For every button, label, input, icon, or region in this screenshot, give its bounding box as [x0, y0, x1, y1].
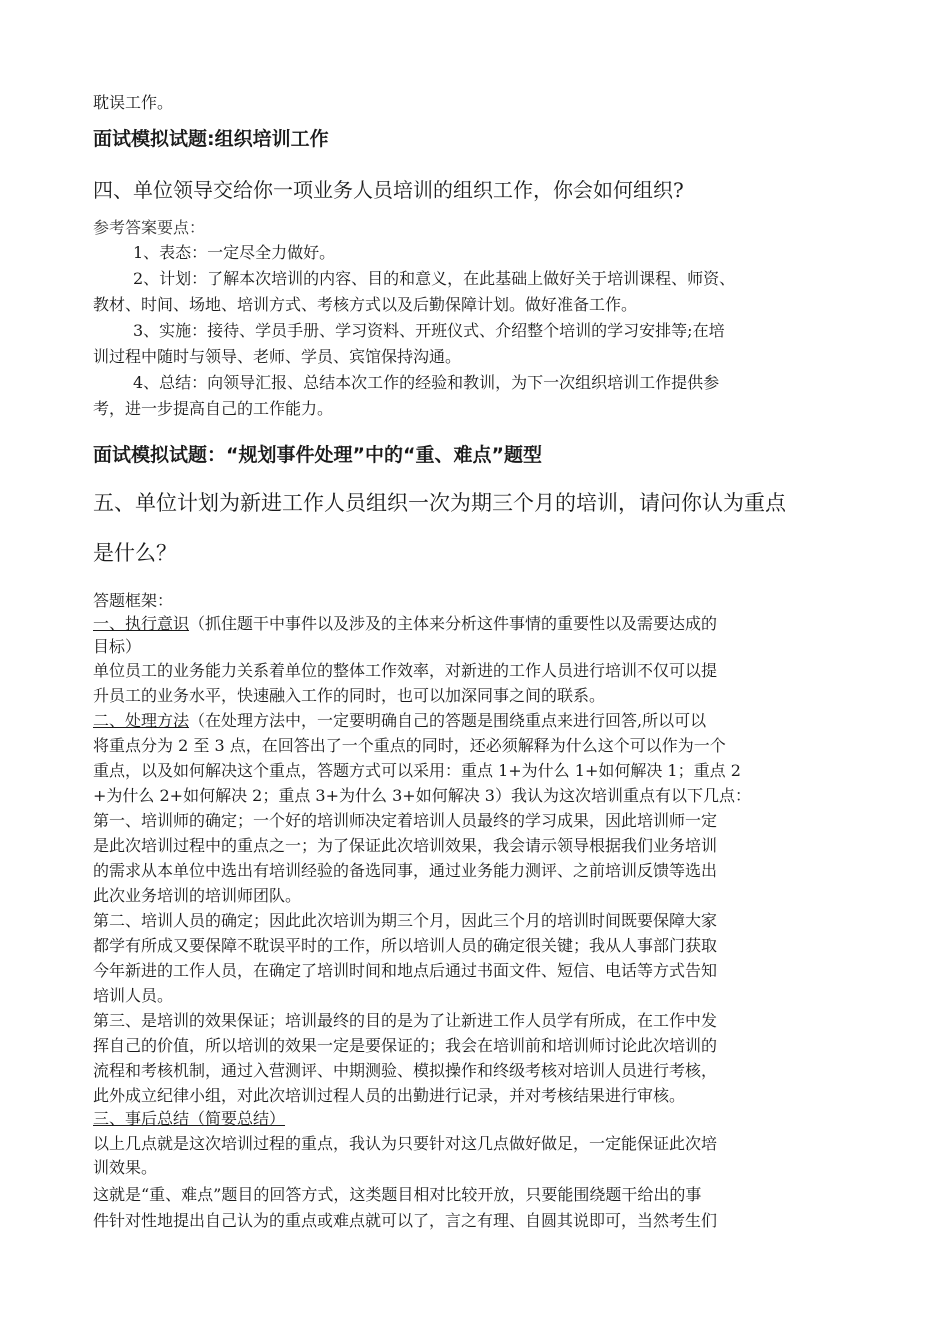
text-line: 是此次培训过程中的重点之一；为了保证此次培训效果，我会请示领导根据我们业务培训: [93, 836, 718, 855]
text-line: 今年新进的工作人员，在确定了培训时间和地点后通过书面文件、短信、电话等方式告知: [93, 961, 718, 980]
text-line: 答题框架：: [93, 591, 174, 610]
text-line: 升员工的业务水平，快速融入工作的同时，也可以加深同事之间的联系。: [93, 686, 606, 705]
text-span: （抓住题干中事件以及涉及的主体来分析这件事情的重要性以及需要达成的: [189, 614, 718, 633]
text-line: 此次业务培训的培训师团队。: [93, 886, 302, 905]
text-line: 训过程中随时与领导、老师、学员、宾馆保持沟通。: [93, 347, 462, 366]
text-line: 1、表态：一定尽全力做好。: [133, 243, 336, 262]
text-line: 流程和考核机制，通过入营测评、中期测验、模拟操作和终级考核对培训人员进行考核，: [93, 1061, 718, 1080]
text-line: 以上几点就是这次培训过程的重点，我认为只要针对这几点做好做足，一定能保证此次培: [93, 1134, 718, 1153]
text-line: 训效果。: [93, 1158, 158, 1177]
text-line: 此外成立纪律小组，对此次培训过程人员的出勤进行记录，并对考核结果进行审核。: [93, 1086, 686, 1105]
text-line: 3、实施：接待、学员手册、学习资料、开班仪式、介绍整个培训的学习安排等;在培: [133, 321, 725, 340]
text-line: 都学有所成又要保障不耽误平时的工作，所以培训人员的确定很关键；我从人事部门获取: [93, 936, 718, 955]
question-title: 是什么？: [93, 541, 177, 565]
text-line: [93, 1108, 285, 1130]
text-line: 耽误工作。: [93, 93, 174, 112]
section-heading: 面试模拟试题:组织培训工作: [93, 128, 329, 150]
text-line: 挥自己的价值，所以培训的效果一定是要保证的；我会在培训前和培训师讨论此次培训的: [93, 1036, 718, 1055]
text-line: 参考答案要点：: [93, 218, 206, 237]
text-line: 将重点分为 2 至 3 点，在回答出了一个重点的同时，还必须解释为什么这个可以作为一个: [93, 736, 726, 755]
text-line: 件针对性地提出自己认为的重点或难点就可以了，言之有理、自圆其说即可，当然考生们: [93, 1211, 718, 1230]
subheading-summary: 三、事后总结（简要总结）: [93, 1109, 286, 1128]
subheading-execution: 一、执行意识: [93, 614, 190, 633]
text-line: [93, 710, 706, 732]
text-line: 培训人员。: [93, 986, 174, 1005]
text-line: 重点，以及如何解决这个重点，答题方式可以采用：重点 1+为什么 1+如何解决 1；重点 2: [93, 761, 741, 780]
text-line: 4、总结：向领导汇报、总结本次工作的经验和教训，为下一次组织培训工作提供参: [133, 373, 720, 392]
text-line: 考，进一步提高自己的工作能力。: [93, 399, 334, 418]
section-heading: 面试模拟试题：“规划事件处理”中的“重、难点”题型: [93, 444, 542, 466]
text-line: 第三、是培训的效果保证；培训最终的目的是为了让新进工作人员学有所成，在工作中发: [93, 1011, 718, 1030]
text-line: 的需求从本单位中选出有培训经验的备选同事，通过业务能力测评、之前培训反馈等选出: [93, 861, 718, 880]
text-line: 第一、培训师的确定；一个好的培训师决定着培训人员最终的学习成果，因此培训师一定: [93, 811, 718, 830]
text-line: 教材、时间、场地、培训方式、考核方式以及后勤保障计划。做好准备工作。: [93, 295, 638, 314]
text-line: 目标）: [93, 637, 142, 656]
subheading-method: 二、处理方法: [93, 711, 190, 730]
text-line: 这就是“重、难点”题目的回答方式，这类题目相对比较开放，只要能围绕题干给出的事: [93, 1185, 702, 1204]
text-line: 第二、培训人员的确定；因此此次培训为期三个月，因此三个月的培训时间既要保障大家: [93, 911, 718, 930]
text-line: +为什么 2+如何解决 2；重点 3+为什么 3+如何解决 3）我认为这次培训重点有以下几点：: [93, 786, 751, 805]
question-title: 四、单位领导交给你一项业务人员培训的组织工作，你会如何组织?: [93, 178, 684, 202]
text-span: （在处理方法中，一定要明确自己的答题是围绕重点来进行回答,所以可以: [189, 711, 707, 730]
text-line: 单位员工的业务能力关系着单位的整体工作效率，对新进的工作人员进行培训不仅可以提: [93, 661, 718, 680]
text-line: 2、计划：了解本次培训的内容、目的和意义，在此基础上做好关于培训课程、师资、: [133, 269, 736, 288]
question-title: 五、单位计划为新进工作人员组织一次为期三个月的培训，请问你认为重点: [93, 491, 786, 515]
text-line: [93, 613, 717, 635]
